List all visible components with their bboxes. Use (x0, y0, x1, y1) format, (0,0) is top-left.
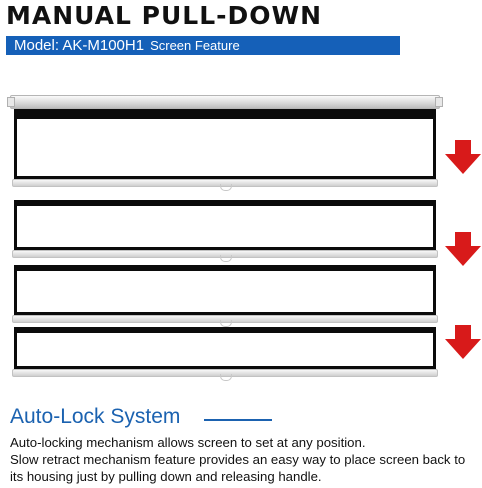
model-label: Model: AK-M100H1 (14, 37, 145, 54)
section-heading: Auto-Lock System (10, 405, 181, 428)
down-arrow-icon (444, 323, 482, 361)
screen-fabric (14, 327, 436, 369)
housing-endcap-right (435, 97, 443, 107)
pull-handle (220, 374, 232, 381)
projector-screen-stage-2 (10, 200, 440, 258)
down-arrow-icon (444, 230, 482, 268)
screen-bottom-bar (12, 369, 438, 377)
screen-bottom-bar (12, 179, 438, 187)
screen-housing (10, 95, 440, 109)
down-arrow-icon (444, 138, 482, 176)
model-banner (6, 36, 400, 55)
projector-screen-stage-4 (10, 327, 440, 377)
heading-rule (204, 419, 272, 421)
description-line: Slow retract mechanism feature provides an easy way to place screen back to (10, 452, 466, 467)
pull-handle (220, 184, 232, 191)
screen-bottom-bar (12, 315, 438, 323)
projector-screen-stage-3 (10, 265, 440, 323)
screen-fabric (14, 109, 436, 179)
section-description (10, 434, 480, 485)
feature-label: Screen Feature (150, 38, 240, 53)
screen-bottom-bar (12, 250, 438, 258)
description-line: Auto-locking mechanism allows screen to set at any position. (10, 435, 366, 450)
screen-fabric (14, 200, 436, 250)
screen-fabric (14, 265, 436, 315)
housing-endcap-left (7, 97, 15, 107)
projector-screen-extended (10, 95, 440, 187)
page-title: MANUAL PULL-DOWN (6, 1, 323, 30)
description-line: its housing just by pulling down and releasing handle. (10, 469, 322, 484)
pull-handle (220, 255, 232, 262)
pull-handle (220, 320, 232, 327)
